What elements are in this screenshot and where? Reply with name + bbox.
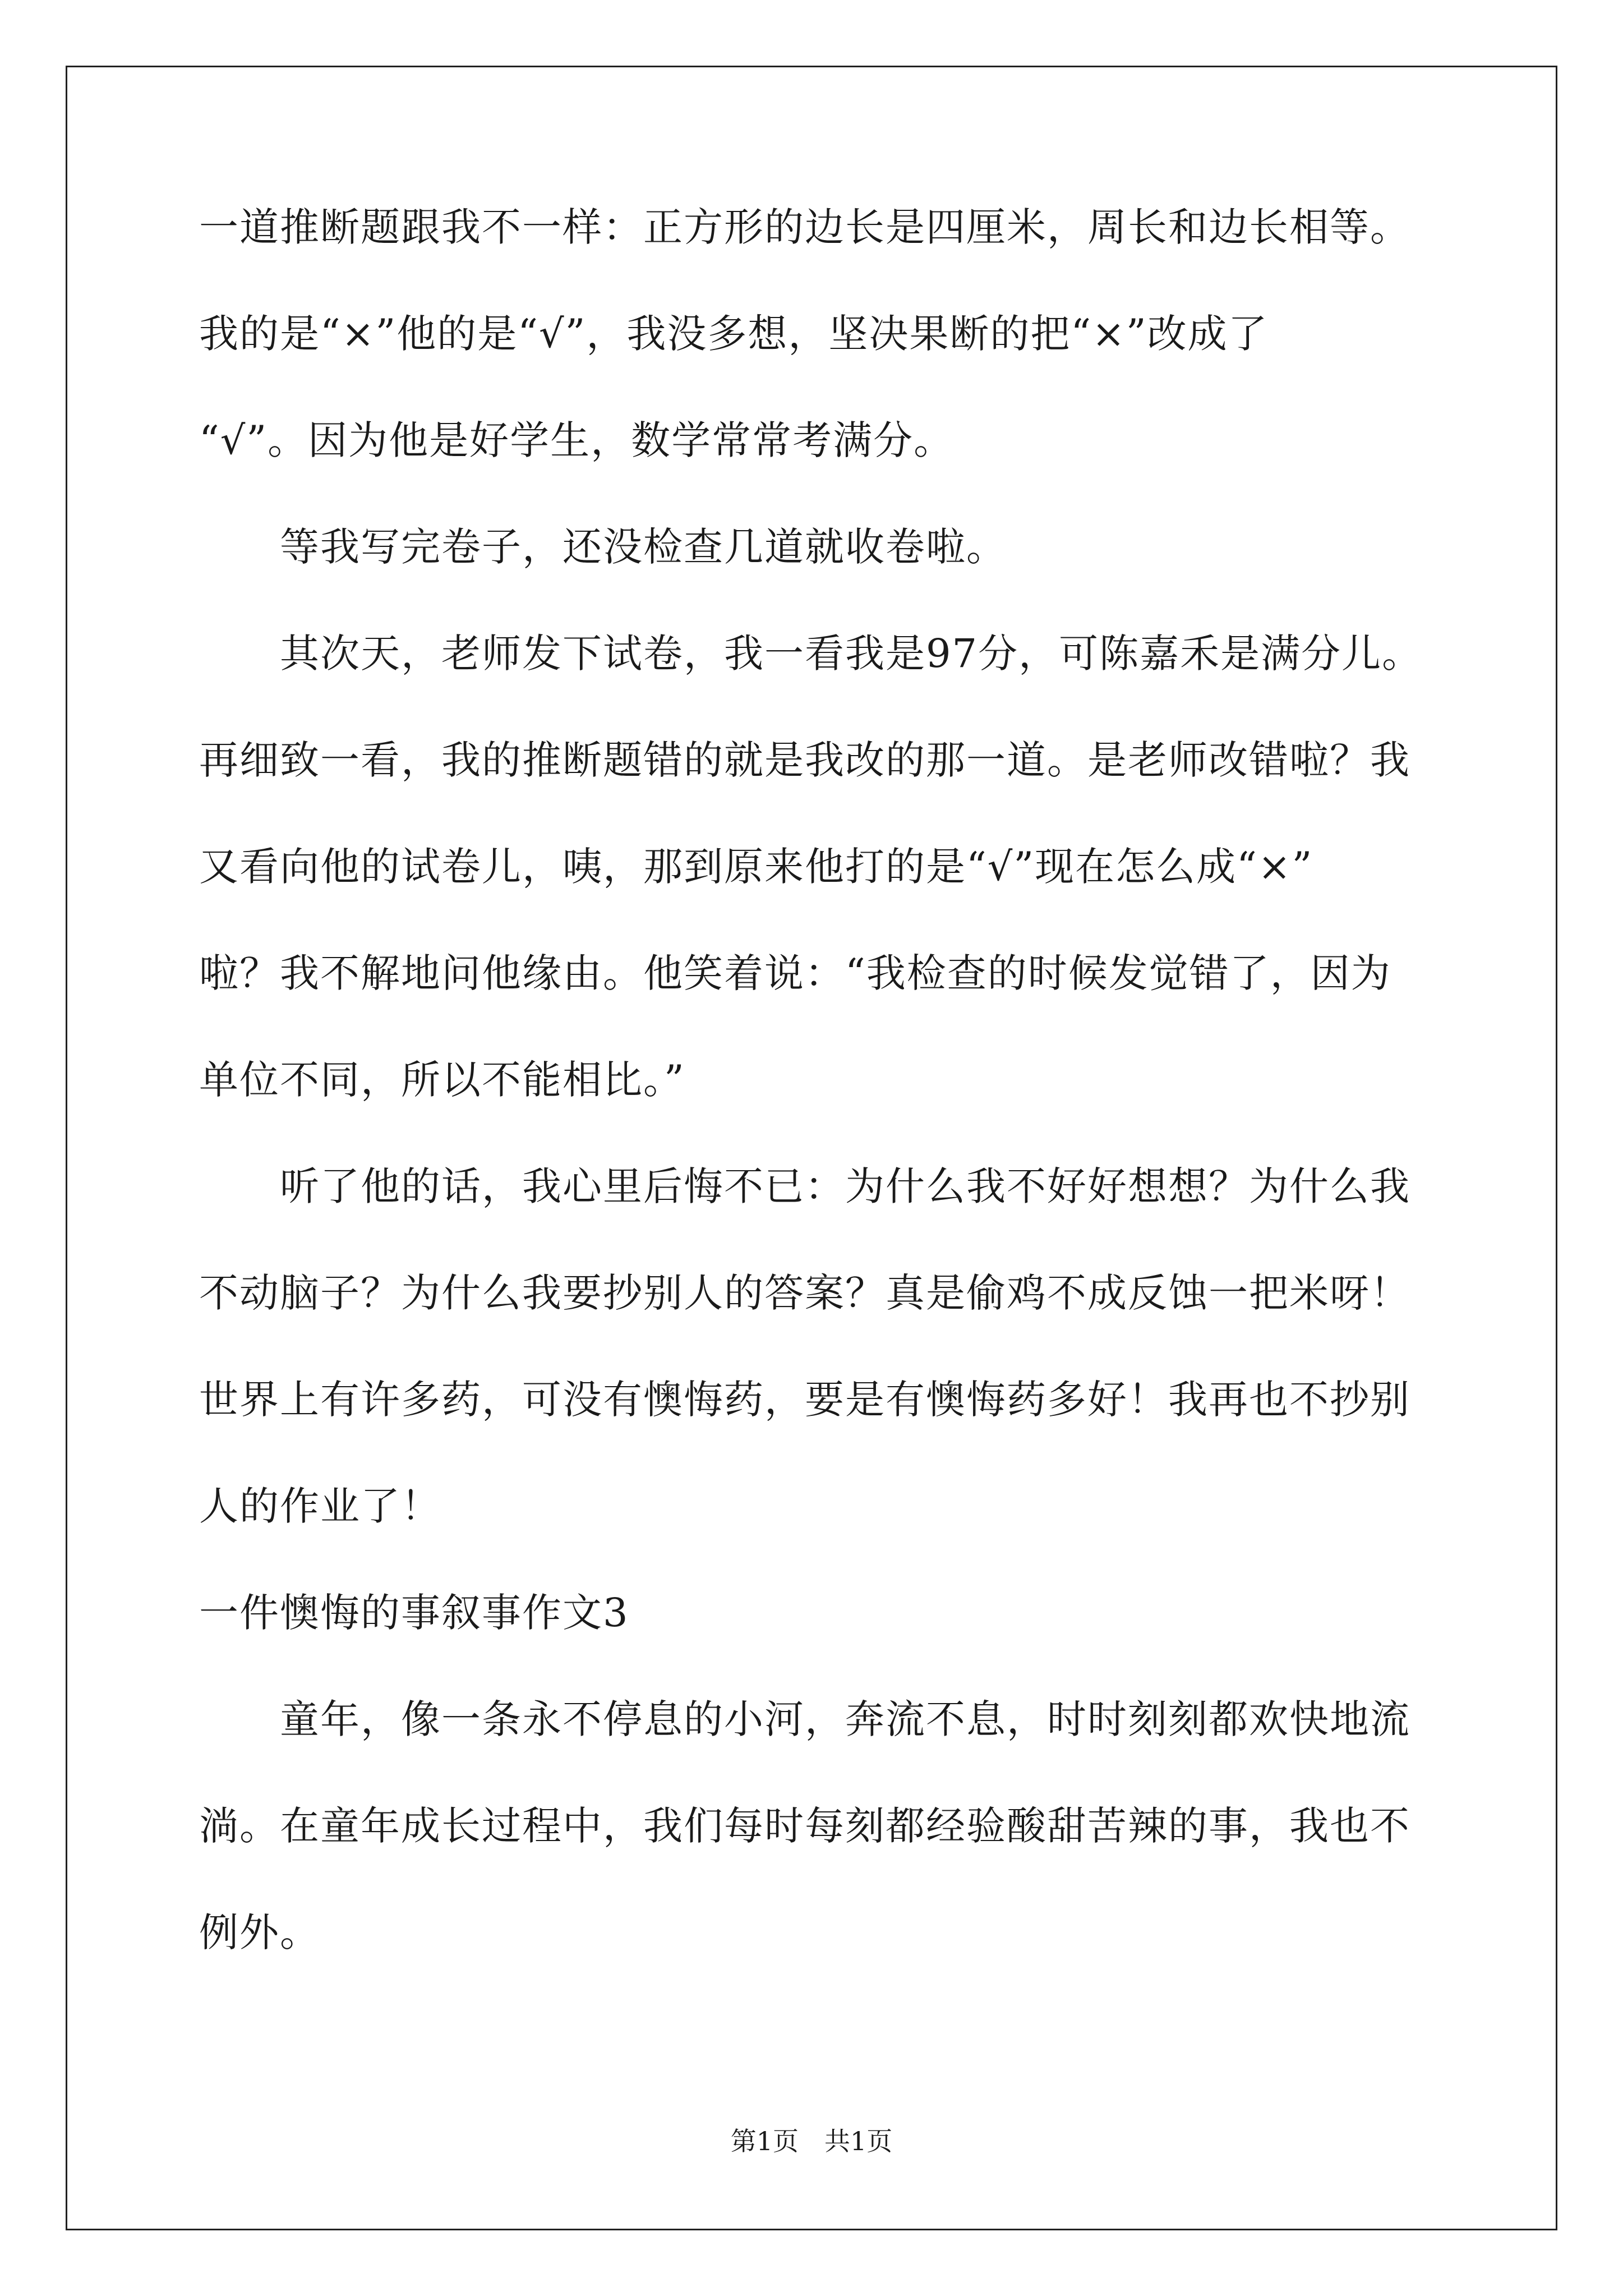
text-line: 童年，像一条永不停息的小河，奔流不息，时时刻刻都欢快地流: [199, 1696, 1410, 1742]
text-line: 其次天，老师发下试卷，我一看我是97分，可陈嘉禾是满分儿。: [199, 631, 1423, 677]
text-line: 我的是“×”他的是“√”，我没多想，坚决果断的把“×”改成了: [199, 311, 1269, 357]
text-line: 听了他的话，我心里后悔不已：为什么我不好好想想？为什么我: [199, 1163, 1410, 1209]
text-line: 一道推断题跟我不一样：正方形的边长是四厘米，周长和边长相等。: [199, 204, 1410, 250]
text-line: 再细致一看，我的推断题错的就是我改的那一道。是老师改错啦？我: [199, 737, 1410, 783]
page-number: 第1页 共1页: [730, 2126, 893, 2156]
text-line: 啦？我不解地问他缘由。他笑着说：“我检查的时候发觉错了，因为: [199, 950, 1391, 996]
section-heading: 一件懊悔的事叙事作文3: [199, 1590, 629, 1636]
text-line: 淌。在童年成长过程中，我们每时每刻都经验酸甜苦辣的事，我也不: [199, 1803, 1410, 1849]
text-line: 世界上有许多药，可没有懊悔药，要是有懊悔药多好！我再也不抄别: [199, 1377, 1410, 1423]
text-line: 单位不同，所以不能相比。”: [199, 1057, 685, 1103]
text-line: “√”。因为他是好学生，数学常常考满分。: [199, 417, 955, 463]
text-line: 不动脑子？为什么我要抄别人的答案？真是偷鸡不成反蚀一把米呀！: [199, 1270, 1410, 1316]
text-line: 等我写完卷子，还没检查几道就收卷啦。: [199, 524, 1007, 570]
text-line: 又看向他的试卷儿，咦，那到原来他打的是“√”现在怎么成“×”: [199, 844, 1313, 890]
page-border: [66, 66, 1557, 2230]
text-line: 人的作业了！: [199, 1483, 441, 1529]
text-line: 例外。: [199, 1910, 320, 1955]
